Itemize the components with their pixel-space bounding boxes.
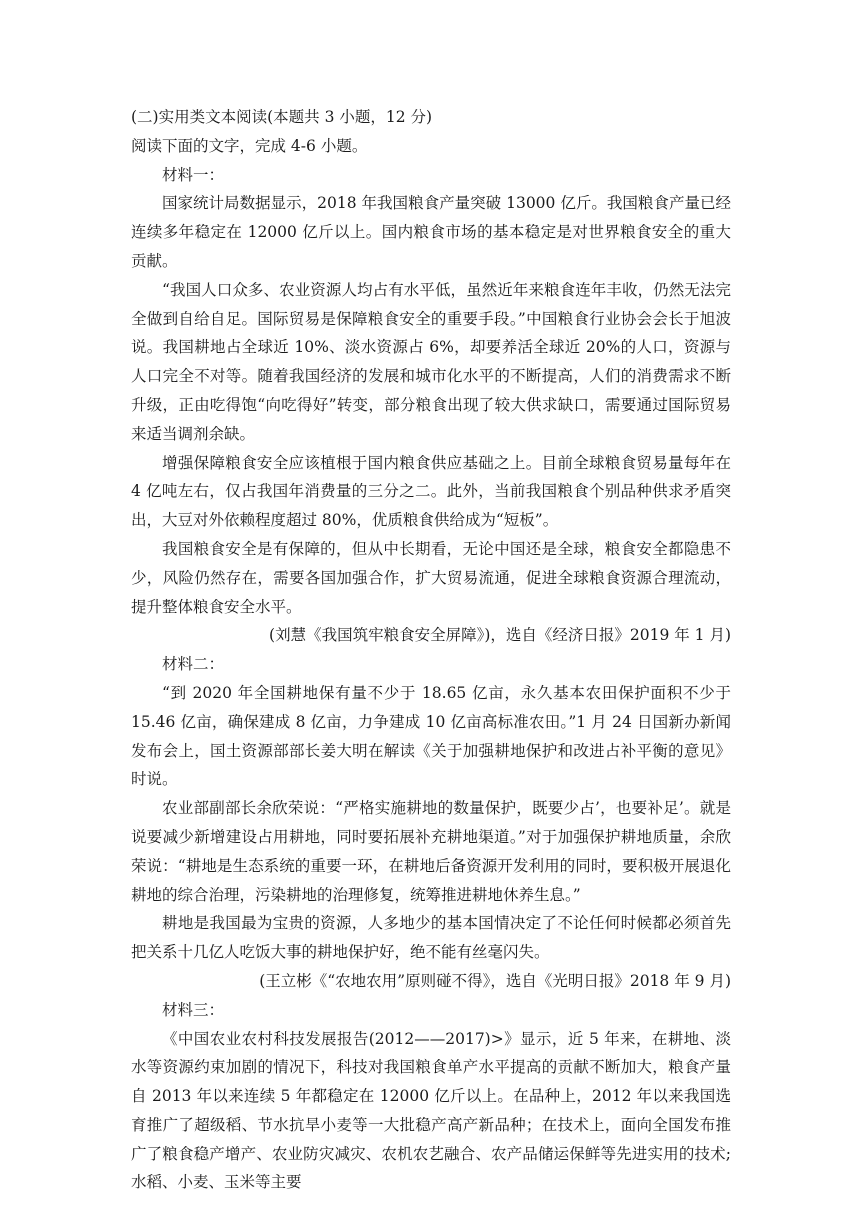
material1-paragraph-2: “我国人口众多、农业资源人均占有水平低，虽然近年来粮食连年丰收，仍然无法完全做到自给自足。国际贸易是保障粮食安全的重要手段。”中国粮食行业协会会长于旭波说。我国耕地占全球近 10%、淡水资源占 6%，却要养活全球近 20%的人口，资源与人口完全不对等。随着我国经济的发展和城市化水平的不断提高，人们的消费需求不断升级，正由吃得饱“向吃得好”转变，部分粮食出现了较大供求缺口，需要通过国际贸易来适当调剂余缺。 bbox=[131, 280, 731, 443]
document-body bbox=[131, 103, 731, 1197]
material1-source: (刘慧《我国筑牢粮食安全屏障》)，选自《经济日报》2019 年 1 月) bbox=[269, 626, 731, 645]
material1-paragraph-4: 我国粮食安全是有保障的，但从中长期看，无论中国还是全球，粮食安全都隐患不少，风险仍然存在，需要各国加强合作，扩大贸易流通，促进全球粮食资源合理流动，提升整体粮食安全水平。 bbox=[131, 539, 731, 616]
instruction: 阅读下面的文字，完成 4-6 小题。 bbox=[131, 136, 368, 155]
material2-paragraph-2: 农业部副部长余欣荣说：“严格实施耕地的数量保护，既要少占’，也要补足’。就是说要减少新增建设占用耕地，同时要拓展补充耕地渠道。”对于加强保护耕地质量，余欣荣说：“耕地是生态系统的重要一环，在耕地后备资源开发利用的同时，要积极开展退化耕地的综合治理，污染耕地的治理修复，统筹推进耕地休养生息。” bbox=[131, 799, 731, 904]
material3-label: 材料三： bbox=[162, 1000, 225, 1019]
section-header: (二)实用类文本阅读(本题共 3 小题，12 分) bbox=[131, 108, 433, 126]
material1-paragraph-1: 国家统计局数据显示，2018 年我国粮食产量突破 13000 亿斤。我国粮食产量已经连续多年稳定在 12000 亿斤以上。国内粮食市场的基本稳定是对世界粮食安全的重大贡献。 bbox=[131, 194, 731, 270]
material2-source: (王立彬《“农地农用”原则碰不得》，选自《光明日报》2018 年 9 月) bbox=[259, 971, 731, 990]
material1-paragraph-3: 增强保障粮食安全应该植根于国内粮食供应基础之上。目前全球粮食贸易量每年在 4 亿吨左右，仅占我国年消费量的三分之二。此外，当前我国粮食个别品种供求矛盾突出，大豆对外依赖程度超过 80%，优质粮食供给成为“短板”。 bbox=[131, 453, 731, 530]
material2-label: 材料二： bbox=[162, 655, 225, 674]
material1-label: 材料一： bbox=[162, 165, 225, 184]
material2-paragraph-3: 耕地是我国最为宝贵的资源，人多地少的基本国情决定了不论任何时候都必须首先把关系十几亿人吃饭大事的耕地保护好，绝不能有丝毫闪失。 bbox=[131, 914, 731, 962]
material3-paragraph-1: 《中国农业农村科技发展报告(2012——2017)>》显示，近 5 年来，在耕地、淡水等资源约束加剧的情况下，科技对我国粮食单产水平提高的贡献不断加大，粮食产量自 2013 年以来连续 5 年都稳定在 12000 亿斤以上。在品种上，2012 年以来我国选育推广了超级稻、节水抗旱小麦等一大批稳产高产新品种；在技术上，面向全国发布推广了粮食稳产增产、农业防灾减灾、农机农艺融合、农产品储运保鲜等先进实用的技术;水稻、小麦、玉米等主要 bbox=[131, 1029, 731, 1192]
material2-paragraph-1: “到 2020 年全国耕地保有量不少于 18.65 亿亩，永久基本农田保护面积不少于 15.46 亿亩，确保建成 8 亿亩，力争建成 10 亿亩高标准农田。”1 月 24 日国新办新闻发布会上，国土资源部部长姜大明在解读《关于加强耕地保护和改进占补平衡的意见》时说。 bbox=[131, 683, 731, 789]
